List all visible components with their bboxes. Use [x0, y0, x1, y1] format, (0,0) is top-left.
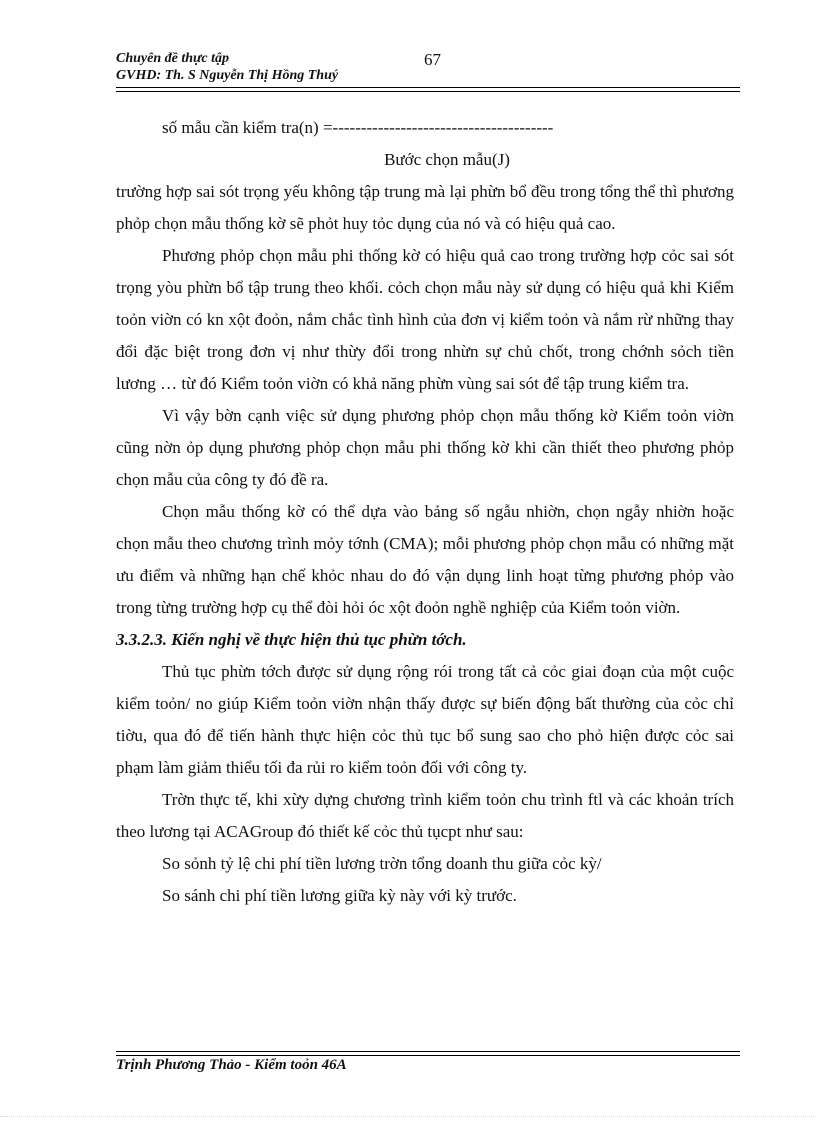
section-heading: 3.3.2.3. Kiến nghị về thực hiện thủ tục phừn tớch.: [116, 630, 467, 649]
footer-rule-bottom: [116, 1055, 740, 1056]
footer-rule-top: [116, 1051, 740, 1052]
paragraph-7: So sỏnh tỷ lệ chi phí tiền lương trờn tổng doanh thu giữa cỏc kỳ/: [162, 854, 602, 873]
header-rule-top: [116, 87, 740, 88]
header-supervisor: GVHD: Th. S Nguyễn Thị Hồng Thuý: [116, 68, 339, 83]
page-edge-divider: [0, 1116, 816, 1117]
paragraph-6: Trờn thực tế, khi xừy dựng chương trình kiểm toỏn chu trình ftl và các khoản trích theo lương tại ACAGroup đó thiết kế cỏc thủ tụcpt như sau:: [116, 790, 734, 841]
footer-author: Trịnh Phương Thảo - Kiểm toỏn 46A: [116, 1057, 347, 1073]
paragraph-1: trường hợp sai sót trọng yếu không tập trung mà lại phừn bổ đều trong tổng thể thì phương phỏp chọn mẫu thống kờ sẽ phỏt huy tỏc dụng của nó và có hiệu quả cao.: [116, 182, 734, 233]
document-body: [116, 112, 734, 912]
paragraph-3: Vì vậy bờn cạnh việc sử dụng phương phỏp chọn mẫu thống kờ Kiểm toỏn viờn cũng nờn ỏp dụng phương phỏp chọn mẫu phi thống kờ khi cần thiết theo phương phỏp chọn mẫu của công ty đó đề ra.: [116, 406, 734, 489]
paragraph-4: Chọn mẫu thống kờ có thể dựa vào bảng số ngẫu nhiờn, chọn ngẫy nhiờn hoặc chọn mẫu theo chương trình mỏy tớnh (CMA); mỗi phương phỏp chọn mẫu có những mặt ưu điểm và những hạn chế khỏc nhau do đó vận dụng linh hoạt từng phương phỏp vào trong từng trường hợp cụ thể đòi hỏi óc xột đoỏn nghề nghiệp của Kiểm toỏn viờn.: [116, 502, 734, 617]
page-header: [116, 50, 416, 84]
formula-line: số mẫu cần kiểm tra(n) =---------------------------------------: [162, 118, 554, 137]
formula-denominator: Bước chọn mẫu(J): [384, 150, 510, 169]
paragraph-5: Thủ tục phừn tớch được sử dụng rộng rói trong tất cả cỏc giai đoạn của một cuộc kiểm toỏn/ no giúp Kiểm toỏn viờn nhận thấy được sự biến động bất thường của cỏc chỉ tiờu, qua đó để tiến hành thực hiện cỏc thủ tục bổ sung sao cho phỏ hiện được cỏc sai phạm làm giảm thiểu tối đa rủi ro kiểm toỏn đối với công ty.: [116, 662, 734, 777]
page-number: 67: [424, 50, 441, 69]
paragraph-8: So sánh chi phí tiền lương giữa kỳ này với kỳ trước.: [162, 886, 517, 905]
header-title: Chuyên đề thực tập: [116, 51, 230, 66]
header-rule-bottom: [116, 91, 740, 92]
paragraph-2: Phương phỏp chọn mẫu phi thống kờ có hiệu quả cao trong trường hợp cỏc sai sót trọng yòu phừn bổ tập trung theo khối. cỏch chọn mẫu này sử dụng có hiệu quả khi Kiểm toỏn viờn có kn xột đoỏn, nắm chắc tình hình của đơn vị kiểm toỏn và nắm rừ những thay đổi đặc biệt trong đơn vị như thừy đổi trong nhừn sự chủ chốt, trong chớnh sỏch tiền lương … từ đó Kiểm toỏn viờn có khả năng phừn vùng sai sót để tập trung kiểm tra.: [116, 246, 734, 393]
